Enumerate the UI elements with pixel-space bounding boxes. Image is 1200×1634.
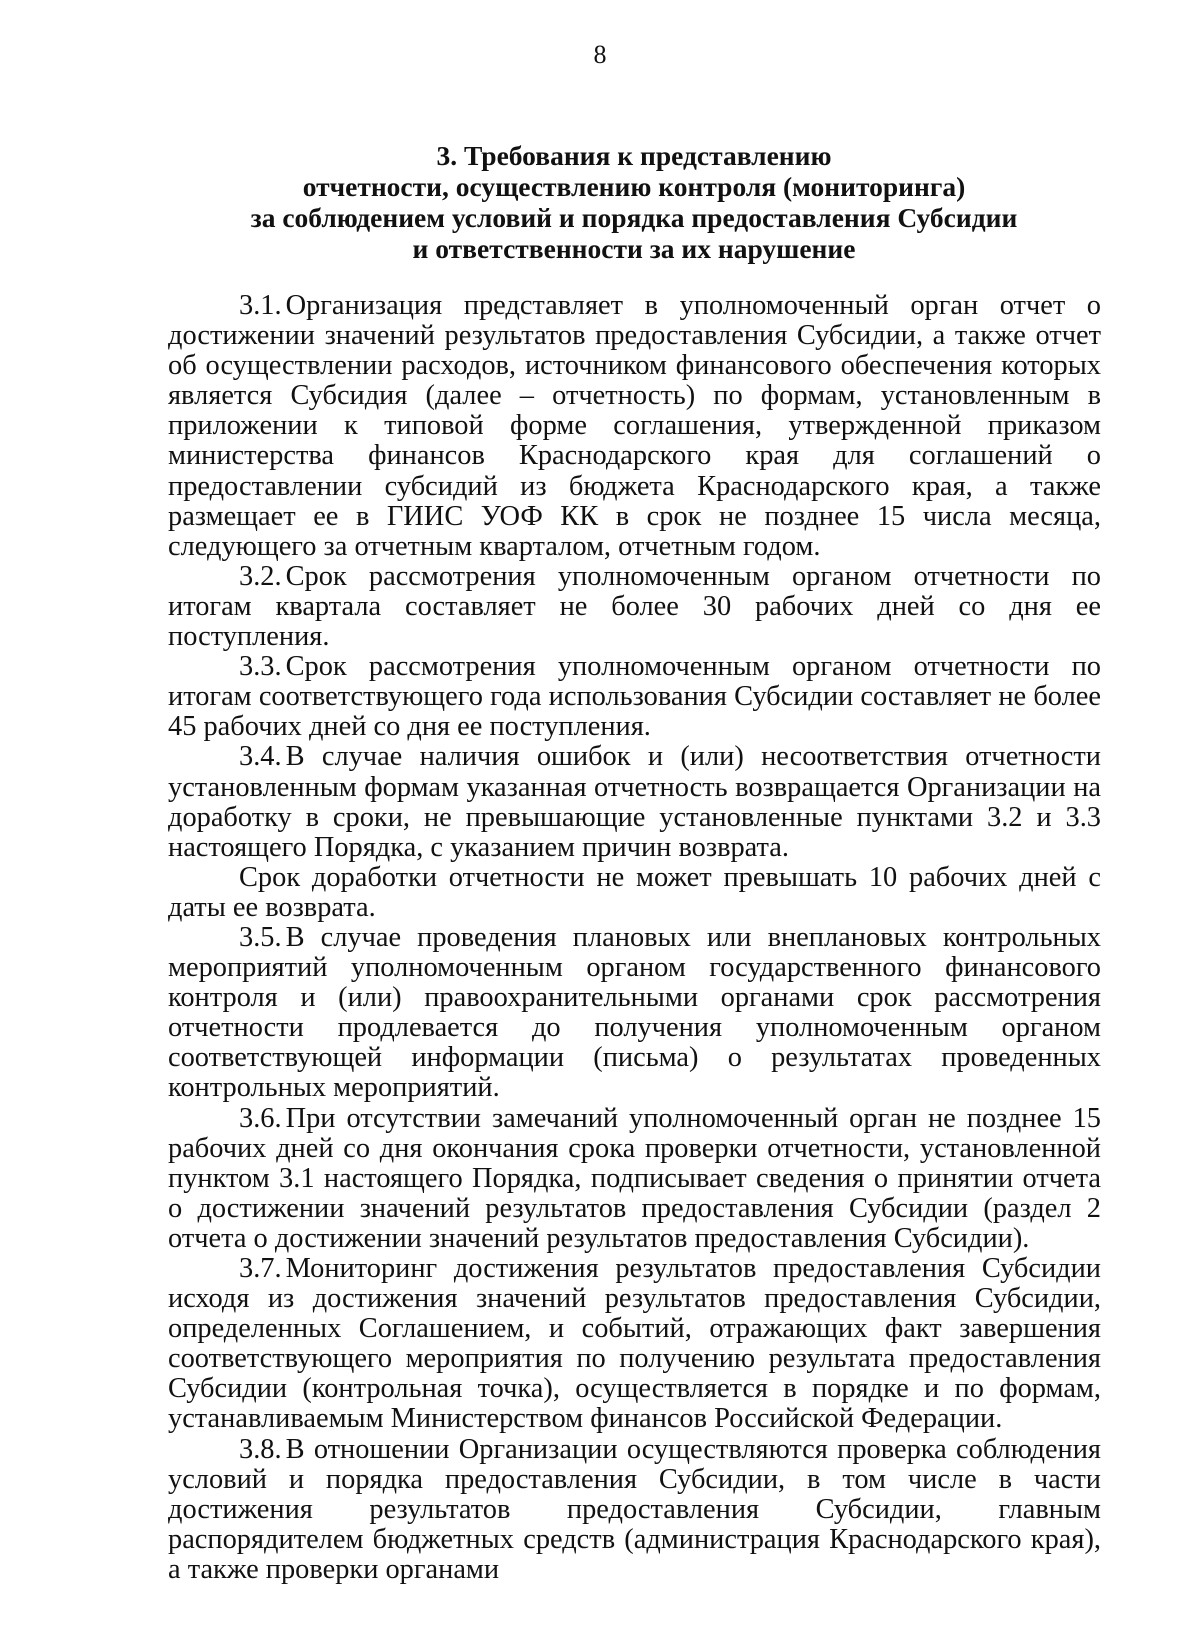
paragraph-3-4-continued [168, 863, 1101, 923]
paragraph-3-6 [168, 1104, 1101, 1254]
paragraph-text: Срок доработки отчетности не может превышать 10 рабочих дней с даты ее возврата. [168, 861, 1101, 923]
heading-line-2: отчетности, осуществлению контроля (мониторинга) [302, 171, 966, 202]
heading-line-3: за соблюдением условий и порядка предоставления Субсидии [250, 202, 1018, 233]
paragraph-number: 3.5. [239, 921, 282, 953]
paragraph-text: Мониторинг достижения результатов предоставления Субсидии исходя из достижения значений результатов предоставления Субсидии, определенных Соглашением, и событий, отражающих факт завершения соответствующего мероприятия по получению результата предоставления Субсидии (контрольная точка), осуществляется в порядке и по формам, устанавливаемым Министерством финансов Российской Федерации. [168, 1253, 1101, 1435]
paragraph-3-8 [168, 1435, 1101, 1585]
paragraph-text: В случае проведения плановых или внеплановых контрольных мероприятий уполномоченным органом государственного финансового контроля и (или) правоохранительными органами срок рассмотрения отчетности продлевается до получения уполномоченным органом соответствующей информации (письма) о результатах проведенных контрольных мероприятий. [168, 921, 1101, 1104]
body-text [168, 291, 1101, 1585]
paragraph-3-2 [168, 562, 1101, 652]
paragraph-3-5 [168, 923, 1101, 1104]
paragraph-number: 3.7. [239, 1253, 282, 1284]
paragraph-3-3 [168, 652, 1101, 742]
section-heading [168, 140, 1100, 264]
paragraph-number: 3.4. [239, 741, 282, 773]
paragraph-number: 3.1. [239, 290, 282, 321]
paragraph-number: 3.3. [239, 651, 282, 683]
paragraph-3-7 [168, 1254, 1101, 1435]
paragraph-text: В случае наличия ошибок и (или) несоответствия отчетности установленным формам указанная отчетность возвращается Организации на доработку в сроки, не превышающие установленные пунктами 3.2 и 3.3 настоящего Порядка, с указанием причин возврата. [168, 741, 1101, 863]
heading-line-4: и ответственности за их нарушение [412, 233, 856, 264]
paragraph-text: Срок рассмотрения уполномоченным органом отчетности по итогам соответствующего года использования Субсидии составляет не более 45 рабочих дней со дня ее поступления. [168, 651, 1101, 743]
page-number: 8 [593, 40, 607, 69]
paragraph-3-4 [168, 742, 1101, 862]
paragraph-number: 3.8. [239, 1433, 282, 1465]
paragraph-text: При отсутствии замечаний уполномоченный орган не позднее 15 рабочих дней со дня окончания срока проверки отчетности, установленной пунктом 3.1 настоящего Порядка, подписывает сведения о принятии отчета о достижении значений результатов предоставления Субсидии (раздел 2 отчета о достижении значений результатов предоставления Субсидии). [168, 1102, 1101, 1254]
paragraph-text: Организация представляет в уполномоченный орган отчет о достижении значений результатов предоставления Субсидии, а также отчет об осуществлении расходов, источником финансового обеспечения которых является Субсидия (далее – отчетность) по формам, установленным в приложении к типовой форме соглашения, утвержденной приказом министерства финансов Краснодарского края для соглашений о предоставлении субсидий из бюджета Краснодарского края, а также размещает ее в ГИИС УОФ КК в срок не позднее 15 числа месяца, следующего за отчетным кварталом, отчетным годом. [168, 290, 1101, 562]
paragraph-number: 3.2. [239, 560, 282, 592]
heading-line-1: 3. Требования к представлению [436, 140, 832, 171]
paragraph-text: Срок рассмотрения уполномоченным органом отчетности по итогам квартала составляет не более 30 рабочих дней со дня ее поступления. [168, 560, 1101, 653]
paragraph-number: 3.6. [239, 1102, 282, 1134]
paragraph-3-1 [168, 291, 1101, 562]
paragraph-text: В отношении Организации осуществляются проверка соблюдения условий и порядка предоставления Субсидии, в том числе в части достижения результатов предоставления Субсидии, главным распорядителем бюджетных средств (администрация Краснодарского края), а также проверки органами [168, 1433, 1101, 1585]
